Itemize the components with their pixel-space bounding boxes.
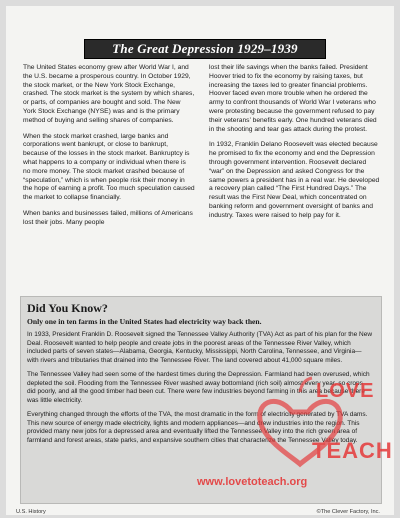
right-paragraph-1: lost their life savings when the banks failed. President Hoover tried to fix the economy by raising taxes, but increasing the taxes led to greater financial problems. Hoover faced even more trouble when he ordered the army to confront thousands of World War I veterans who were protesting because the government refused to pay their veterans’ benefits early. One hundred veterans died in the shooting and tear gas attack during the protest. — [209, 64, 377, 133]
dyk-paragraph-3: Everything changed through the efforts of the TVA, the most dramatic in the form of electricity generated by TVA dams. This new source of energy made electricity, lights and modern appliances—and drew industries into the region. This provided many new jobs for a depressed area and eventually lifted the Tennessee Valley into the rich green area of farmland and forest areas, state parks, and expansive southern cities that characterize the Tennessee Valley today. — [27, 411, 368, 444]
title-banner — [84, 39, 326, 59]
left-paragraph-3: When banks and businesses failed, millions of Americans lost their jobs. Many people — [23, 209, 193, 226]
watermark-url: www.lovetoteach.org — [197, 476, 308, 488]
right-column — [209, 64, 381, 228]
left-paragraph-2: When the stock market crashed, large banks and corporations went bankrupt, or close to bankrupt, because of the losses in the stock market. Bankruptcy is what happens to a company or individual when there is no more money. The stock market crashed because of “speculation,” which is when people risk their money in the hope of earning a profit. Too much speculation caused the market to collapse financially. — [23, 132, 195, 202]
love-to-teach-watermark — [252, 372, 392, 512]
watermark-teach-text: TEACH — [312, 438, 393, 463]
page-title: The Great Depression 1929–1939 — [112, 41, 298, 56]
left-paragraph-1: The United States economy grew after World War I, and the U.S. became a prosperous country. In October 1929, the stock market, or the New York Stock Exchange, crashed. The stock market is the system by which shares, or parts, of companies are bought and sold. The New York Stock Exchange (NYSE) was and is the primary method of buying and selling shares of companies. — [23, 64, 195, 124]
did-you-know-heading: Did You Know? — [27, 301, 108, 315]
did-you-know-subheading: Only one in ten farms in the United States had electricity way back then. — [27, 317, 262, 326]
watermark-love-text: LOVE — [316, 380, 375, 402]
dyk-paragraph-2: The Tennessee Valley had seen some of the hardest times during the Depression. Farmland had been overused, which depleted the soil. Flooding from the Tennessee River washed away bottomland (rich soil) almost every year, so crops did poorly, and all the good timber had been cut. There were few industries beyond farming in this area because there was little electricity. — [27, 371, 370, 404]
right-paragraph-2: In 1932, Franklin Delano Roosevelt was elected because he promised to fix the economy and end the Depression through government intervention. Roosevelt declared “war” on the Depression and asked Congress for the same powers a president has in a real war. He developed a recovery plan called “The First Hundred Days.” The result was the First New Deal, which concentrated on banking reform and government oversight of banks and industry. Taxes were raised to help pay for it. — [209, 141, 380, 219]
left-column — [23, 64, 195, 235]
footer-copyright: ©The Clever Factory, Inc. — [316, 509, 380, 515]
dyk-paragraph-1: In 1933, President Franklin D. Roosevelt signed the Tennessee Valley Authority (TVA) Act as part of his plan for the New Deal. Roosevelt wanted to help people and create jobs in the poorest areas of the Tennessee River Valley, which included parts of seven states—Alabama, Georgia, Kentucky, Mississippi, North Carolina, Tennessee, and Virginia—with rivers and tributaries that drained into the Tennessee River. The land covered about 41,000 square miles. — [27, 331, 373, 364]
footer-subject: U.S. History — [16, 509, 46, 515]
